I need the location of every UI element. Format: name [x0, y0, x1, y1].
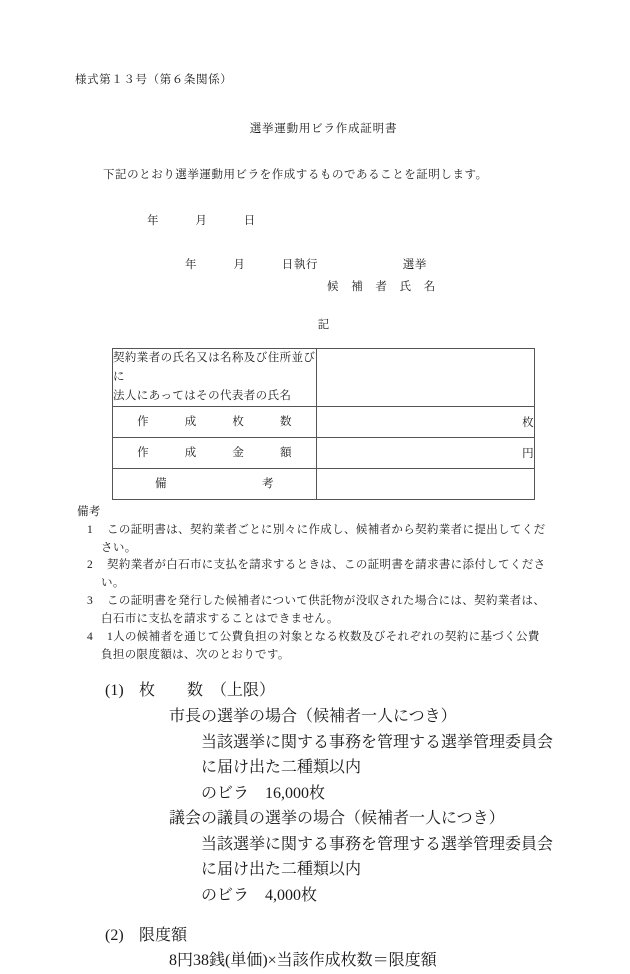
note-item [75, 593, 560, 629]
ki-marker: 記 [317, 319, 330, 332]
note-item [75, 522, 560, 558]
certificate-table [112, 348, 535, 500]
note-line-1: この証明書を発行した候補者について供託物が没収された場合には、契約業者は、 [107, 595, 546, 608]
form-number: 様式第１３号（第６条関係） [75, 74, 233, 86]
table-row [113, 469, 535, 500]
notes-heading: 備考 [77, 506, 101, 518]
election-execution-line: 年 月 日執行 選挙 [185, 259, 427, 272]
note-item [75, 557, 560, 593]
table-cell-label-remarks: 備 考 [113, 469, 317, 500]
limit-section-2-label: 限度額 [139, 926, 188, 944]
table-cell-value-sheets[interactable]: 枚 [317, 407, 535, 438]
table-cell-label-contractor [113, 349, 317, 407]
contractor-label-line2: 法人にあってはその代表者の氏名 [113, 390, 292, 403]
document-title: 選挙運動用ビラ作成証明書 [249, 123, 398, 136]
note-text [101, 593, 560, 629]
note-line-1: 1人の候補者を通じて公費負担の対象となる枚数及びそれぞれの契約に基づく公費 [107, 630, 540, 643]
mayor-detail-line1: 当該選挙に関する事務を管理する選挙管理委員会に届け出た二種類以内 [201, 733, 554, 777]
table-cell-value-amount[interactable]: 円 [317, 438, 535, 469]
limit-section-1-header [105, 678, 560, 704]
mayor-election-heading: 市長の選挙の場合（候補者一人につき） [169, 707, 457, 725]
note-text [101, 557, 560, 593]
mayor-detail-line2: のビラ 16,000枚 [201, 784, 326, 802]
assembly-election-heading: 議会の議員の選挙の場合（候補者一人につき） [169, 810, 505, 828]
note-text [101, 522, 560, 558]
table-row [113, 407, 535, 438]
assembly-detail-line1: 当該選挙に関する事務を管理する選挙管理委員会に届け出た二種類以内 [201, 835, 554, 879]
table-row [113, 349, 535, 407]
limit-formula: 8円38銭(単価)×当該作成枚数＝限度額 [169, 952, 437, 970]
limit-section-2-header [105, 923, 560, 949]
assembly-detail-line2: のビラ 4,000枚 [201, 887, 318, 905]
limit-section-1-number: (1) [105, 682, 124, 700]
table-cell-label-sheets: 作 成 枚 数 [113, 407, 317, 438]
note-number: 3 [87, 595, 94, 608]
candidate-name-line: 候 補 者 氏 名 [327, 281, 436, 294]
mayor-election-detail [105, 730, 560, 807]
date-line: 年 月 日 [147, 215, 256, 228]
note-number: 2 [87, 559, 94, 572]
note-line-2: い。 [101, 577, 125, 590]
table-row [113, 438, 535, 469]
limit-section-1-label: 枚 数 （上限） [139, 682, 276, 700]
note-line-1: 契約業者が白石市に支払を請求するときは、この証明書を請求書に添付してくださ [107, 559, 546, 572]
note-line-2: さい。 [101, 541, 137, 554]
note-line-2: 白石市に支払を請求することはできません。 [101, 612, 339, 625]
note-number: 1 [87, 523, 94, 536]
note-number: 4 [87, 630, 94, 643]
table-cell-value-contractor[interactable] [317, 349, 535, 407]
limit-section-2-number: (2) [105, 926, 124, 944]
note-text [101, 629, 560, 665]
limits-section [75, 678, 560, 974]
note-line-1: この証明書は、契約業者ごとに別々に作成し、候補者から契約業者に提出してくだ [107, 523, 546, 536]
assembly-election-detail [105, 832, 560, 909]
lead-statement: 下記のとおり選挙運動用ビラを作成するものであることを証明します。 [103, 169, 488, 182]
table-cell-label-amount: 作 成 金 額 [113, 438, 317, 469]
table-cell-value-remarks[interactable] [317, 469, 535, 500]
notes-section [75, 504, 560, 664]
note-line-2: 負担の限度額は、次のとおりです。 [101, 648, 290, 661]
note-item [75, 629, 560, 665]
contractor-label-line1: 契約業者の氏名又は名称及び住所並びに [113, 352, 316, 384]
